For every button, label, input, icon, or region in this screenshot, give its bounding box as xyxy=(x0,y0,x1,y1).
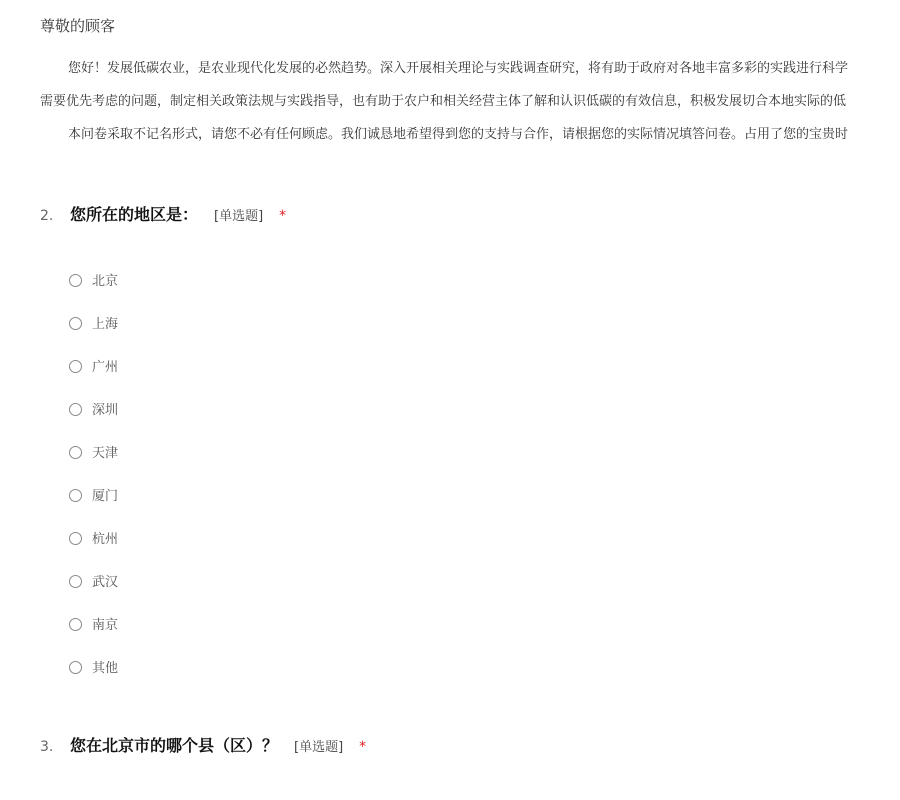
question-3-header xyxy=(40,733,366,756)
radio-button[interactable] xyxy=(69,274,82,287)
radio-button[interactable] xyxy=(69,575,82,588)
radio-button[interactable] xyxy=(69,618,82,631)
question-type-label: [单选题] xyxy=(214,209,264,224)
radio-option-beijing[interactable] xyxy=(69,272,118,315)
option-label: 武汉 xyxy=(92,575,119,590)
intro-paragraph-line-2: 需要优先考虑的问题，制定相关政策法规与实践指导，也有助于农户和相关经营主体了解和认识低碳的有效信息，积极发展切合本地实际的低 xyxy=(40,94,847,109)
radio-button[interactable] xyxy=(69,532,82,545)
radio-option-guangzhou[interactable] xyxy=(69,358,118,401)
required-marker: * xyxy=(279,208,287,224)
radio-button[interactable] xyxy=(69,661,82,674)
radio-option-other[interactable] xyxy=(69,659,118,702)
question-title: 您在北京市的哪个县（区）？ xyxy=(70,736,279,755)
radio-option-hangzhou[interactable] xyxy=(69,530,118,573)
option-label: 北京 xyxy=(92,274,119,289)
required-marker: * xyxy=(359,739,367,755)
question-number: 3. xyxy=(40,739,54,755)
question-2-options xyxy=(69,272,118,702)
option-label: 杭州 xyxy=(92,532,119,547)
question-type-label: [单选题] xyxy=(294,740,344,755)
radio-option-xiamen[interactable] xyxy=(69,487,118,530)
radio-button[interactable] xyxy=(69,360,82,373)
option-label: 厦门 xyxy=(92,489,119,504)
question-title: 您所在的地区是： xyxy=(70,205,199,224)
radio-button[interactable] xyxy=(69,489,82,502)
question-2-header xyxy=(40,202,286,225)
option-label: 天津 xyxy=(92,446,119,461)
option-label: 南京 xyxy=(92,618,119,633)
radio-option-wuhan[interactable] xyxy=(69,573,118,616)
option-label: 上海 xyxy=(92,317,119,332)
radio-button[interactable] xyxy=(69,446,82,459)
radio-option-nanjing[interactable] xyxy=(69,616,118,659)
option-label: 广州 xyxy=(92,360,119,375)
radio-option-tianjin[interactable] xyxy=(69,444,118,487)
greeting-text: 尊敬的顾客 xyxy=(40,17,116,35)
radio-option-shenzhen[interactable] xyxy=(69,401,118,444)
radio-option-shanghai[interactable] xyxy=(69,315,118,358)
radio-button[interactable] xyxy=(69,317,82,330)
question-number: 2. xyxy=(40,208,54,224)
option-label: 其他 xyxy=(92,661,119,676)
radio-button[interactable] xyxy=(69,403,82,416)
intro-paragraph-line-1: 您好！发展低碳农业，是农业现代化发展的必然趋势。深入开展相关理论与实践调查研究，将有助于政府对各地丰富多彩的实践进行科学 xyxy=(68,61,849,76)
option-label: 深圳 xyxy=(92,403,119,418)
intro-paragraph-line-3: 本问卷采取不记名形式，请您不必有任何顾虑。我们诚恳地希望得到您的支持与合作，请根据您的实际情况填答问卷。占用了您的宝贵时 xyxy=(68,127,849,142)
